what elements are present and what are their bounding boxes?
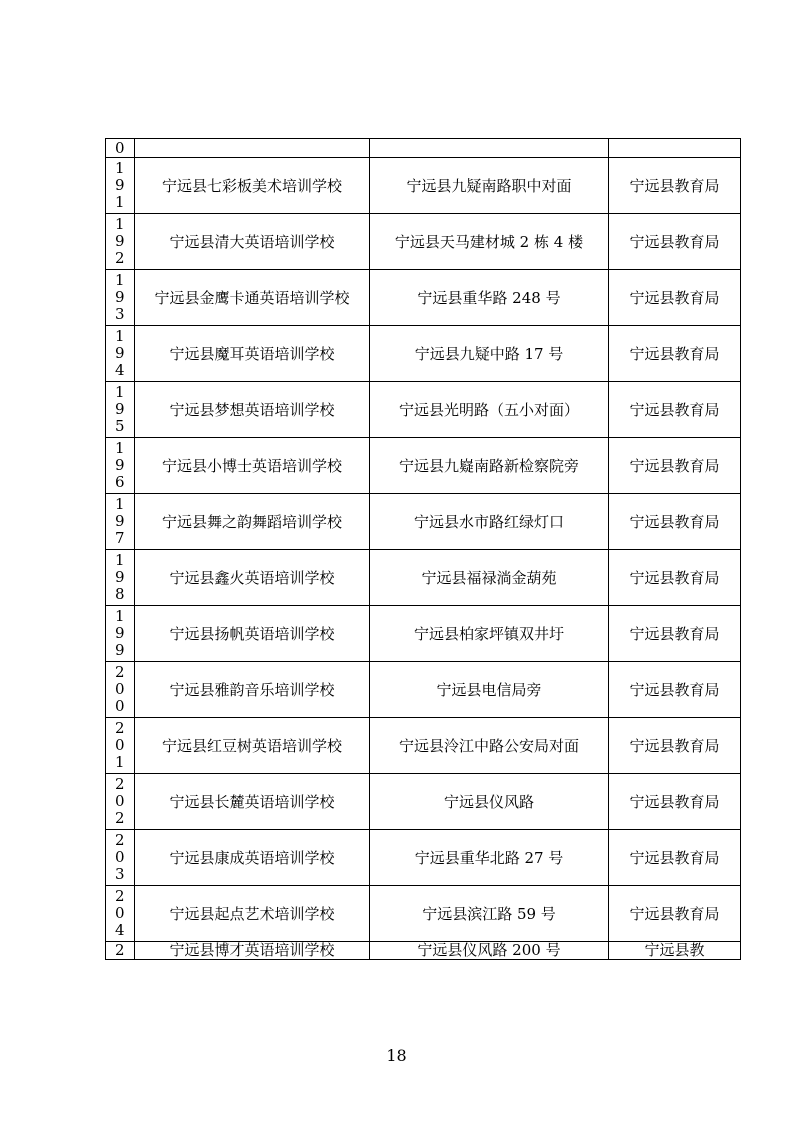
dept-cell: 宁远县教育局 [609, 718, 741, 774]
row-number-cell [106, 158, 135, 214]
dept-cell: 宁远县教育局 [609, 662, 741, 718]
address-cell: 宁远县九疑中路 17 号 [370, 326, 609, 382]
row-number-digit: 1 [115, 495, 125, 513]
address-cell: 宁远县泠江中路公安局对面 [370, 718, 609, 774]
school-name-cell: 宁远县鑫火英语培训学校 [135, 550, 370, 606]
row-number-cell [106, 774, 135, 830]
dept-cell: 宁远县教育局 [609, 438, 741, 494]
table-row [106, 438, 741, 494]
dept-cell: 宁远县教育局 [609, 494, 741, 550]
row-number-cell [106, 270, 135, 326]
row-number-digit: 9 [115, 456, 125, 474]
table-row-fragment-bottom [106, 942, 741, 960]
row-number-cell [106, 942, 135, 960]
address-cell: 宁远县电信局旁 [370, 662, 609, 718]
row-number-digit: 0 [115, 139, 125, 157]
school-name-cell [135, 139, 370, 158]
row-number-digit: 8 [115, 585, 125, 603]
row-number-digit: 9 [115, 624, 125, 642]
dept-cell: 宁远县教育局 [609, 270, 741, 326]
dept-cell: 宁远县教育局 [609, 774, 741, 830]
school-name-cell: 宁远县魔耳英语培训学校 [135, 326, 370, 382]
row-number-digit: 9 [115, 512, 125, 530]
row-number-digit: 0 [115, 848, 125, 866]
table-row-fragment-top [106, 139, 741, 158]
table-row [106, 606, 741, 662]
row-number-digit: 6 [115, 473, 125, 491]
table-row [106, 830, 741, 886]
row-number-cell [106, 550, 135, 606]
row-number-digit: 1 [115, 271, 125, 289]
address-cell: 宁远县福禄淌金葫苑 [370, 550, 609, 606]
school-name-cell: 宁远县起点艺术培训学校 [135, 886, 370, 942]
address-cell: 宁远县光明路（五小对面） [370, 382, 609, 438]
row-number-cell [106, 438, 135, 494]
dept-cell: 宁远县教育局 [609, 326, 741, 382]
row-number-digit: 4 [115, 361, 125, 379]
row-number-digit: 0 [115, 736, 125, 754]
row-number-digit: 9 [115, 400, 125, 418]
table-row [106, 270, 741, 326]
row-number-digit: 2 [115, 663, 125, 681]
row-number-digit: 2 [115, 809, 125, 827]
table-row [106, 886, 741, 942]
row-number-digit: 2 [115, 249, 125, 267]
row-number-digit: 2 [115, 941, 125, 959]
row-number-digit: 1 [115, 607, 125, 625]
row-number-digit: 0 [115, 904, 125, 922]
address-cell [370, 139, 609, 158]
table-row [106, 158, 741, 214]
row-number-digit: 3 [115, 305, 125, 323]
row-number-digit: 0 [115, 697, 125, 715]
dept-cell: 宁远县教育局 [609, 550, 741, 606]
school-name-cell: 宁远县舞之韵舞蹈培训学校 [135, 494, 370, 550]
table-row [106, 382, 741, 438]
address-cell: 宁远县柏家坪镇双井圩 [370, 606, 609, 662]
dept-cell: 宁远县教育局 [609, 830, 741, 886]
row-number-digit: 2 [115, 775, 125, 793]
row-number-digit: 9 [115, 288, 125, 306]
row-number-cell [106, 606, 135, 662]
row-number-digit: 2 [115, 719, 125, 737]
dept-cell: 宁远县教育局 [609, 158, 741, 214]
page-number: 18 [386, 1046, 407, 1065]
row-number-cell [106, 382, 135, 438]
table-row [106, 214, 741, 270]
row-number-digit: 9 [115, 641, 125, 659]
dept-cell: 宁远县教育局 [609, 606, 741, 662]
table-row [106, 550, 741, 606]
table-row [106, 326, 741, 382]
row-number-digit: 1 [115, 159, 125, 177]
row-number-digit: 1 [115, 551, 125, 569]
school-name-cell: 宁远县博才英语培训学校 [135, 942, 370, 960]
school-name-cell: 宁远县小博士英语培训学校 [135, 438, 370, 494]
dept-cell [609, 139, 741, 158]
dept-cell: 宁远县教育局 [609, 886, 741, 942]
row-number-digit: 4 [115, 921, 125, 939]
row-number-cell [106, 718, 135, 774]
school-name-cell: 宁远县扬帆英语培训学校 [135, 606, 370, 662]
row-number-digit: 2 [115, 831, 125, 849]
row-number-digit: 9 [115, 344, 125, 362]
table-row [106, 718, 741, 774]
row-number-digit: 1 [115, 215, 125, 233]
address-cell: 宁远县九疑南路职中对面 [370, 158, 609, 214]
address-cell: 宁远县滨江路 59 号 [370, 886, 609, 942]
row-number-digit: 3 [115, 865, 125, 883]
address-cell: 宁远县水市路红绿灯口 [370, 494, 609, 550]
row-number-digit: 9 [115, 176, 125, 194]
row-number-digit: 9 [115, 568, 125, 586]
school-name-cell: 宁远县七彩板美术培训学校 [135, 158, 370, 214]
dept-cell: 宁远县教育局 [609, 382, 741, 438]
row-number-digit: 1 [115, 439, 125, 457]
row-number-cell [106, 830, 135, 886]
row-number-digit: 9 [115, 232, 125, 250]
row-number-digit: 7 [115, 529, 125, 547]
school-list-table [105, 138, 741, 960]
row-number-cell [106, 886, 135, 942]
address-cell: 宁远县九嶷南路新检察院旁 [370, 438, 609, 494]
row-number-digit: 0 [115, 792, 125, 810]
school-name-cell: 宁远县康成英语培训学校 [135, 830, 370, 886]
address-cell: 宁远县天马建材城 2 栋 4 楼 [370, 214, 609, 270]
row-number-digit: 0 [115, 680, 125, 698]
school-name-cell: 宁远县梦想英语培训学校 [135, 382, 370, 438]
row-number-cell [106, 662, 135, 718]
row-number-cell [106, 326, 135, 382]
address-cell: 宁远县重华路 248 号 [370, 270, 609, 326]
row-number-cell [106, 494, 135, 550]
school-table [105, 138, 720, 971]
address-cell: 宁远县仪风路 [370, 774, 609, 830]
row-number-digit: 1 [115, 193, 125, 211]
dept-cell: 宁远县教 [609, 942, 741, 960]
row-number-cell [106, 214, 135, 270]
row-number-digit: 1 [115, 327, 125, 345]
dept-cell: 宁远县教育局 [609, 214, 741, 270]
school-name-cell: 宁远县雅韵音乐培训学校 [135, 662, 370, 718]
address-cell: 宁远县仪风路 200 号 [370, 942, 609, 960]
row-number-digit: 2 [115, 887, 125, 905]
school-name-cell: 宁远县长麓英语培训学校 [135, 774, 370, 830]
table-row [106, 494, 741, 550]
address-cell: 宁远县重华北路 27 号 [370, 830, 609, 886]
school-name-cell: 宁远县红豆树英语培训学校 [135, 718, 370, 774]
school-name-cell: 宁远县金鹰卡通英语培训学校 [135, 270, 370, 326]
row-number-digit: 5 [115, 417, 125, 435]
row-number-cell [106, 139, 135, 158]
school-name-cell: 宁远县清大英语培训学校 [135, 214, 370, 270]
table-row [106, 662, 741, 718]
table-row [106, 774, 741, 830]
row-number-digit: 1 [115, 753, 125, 771]
row-number-digit: 1 [115, 383, 125, 401]
